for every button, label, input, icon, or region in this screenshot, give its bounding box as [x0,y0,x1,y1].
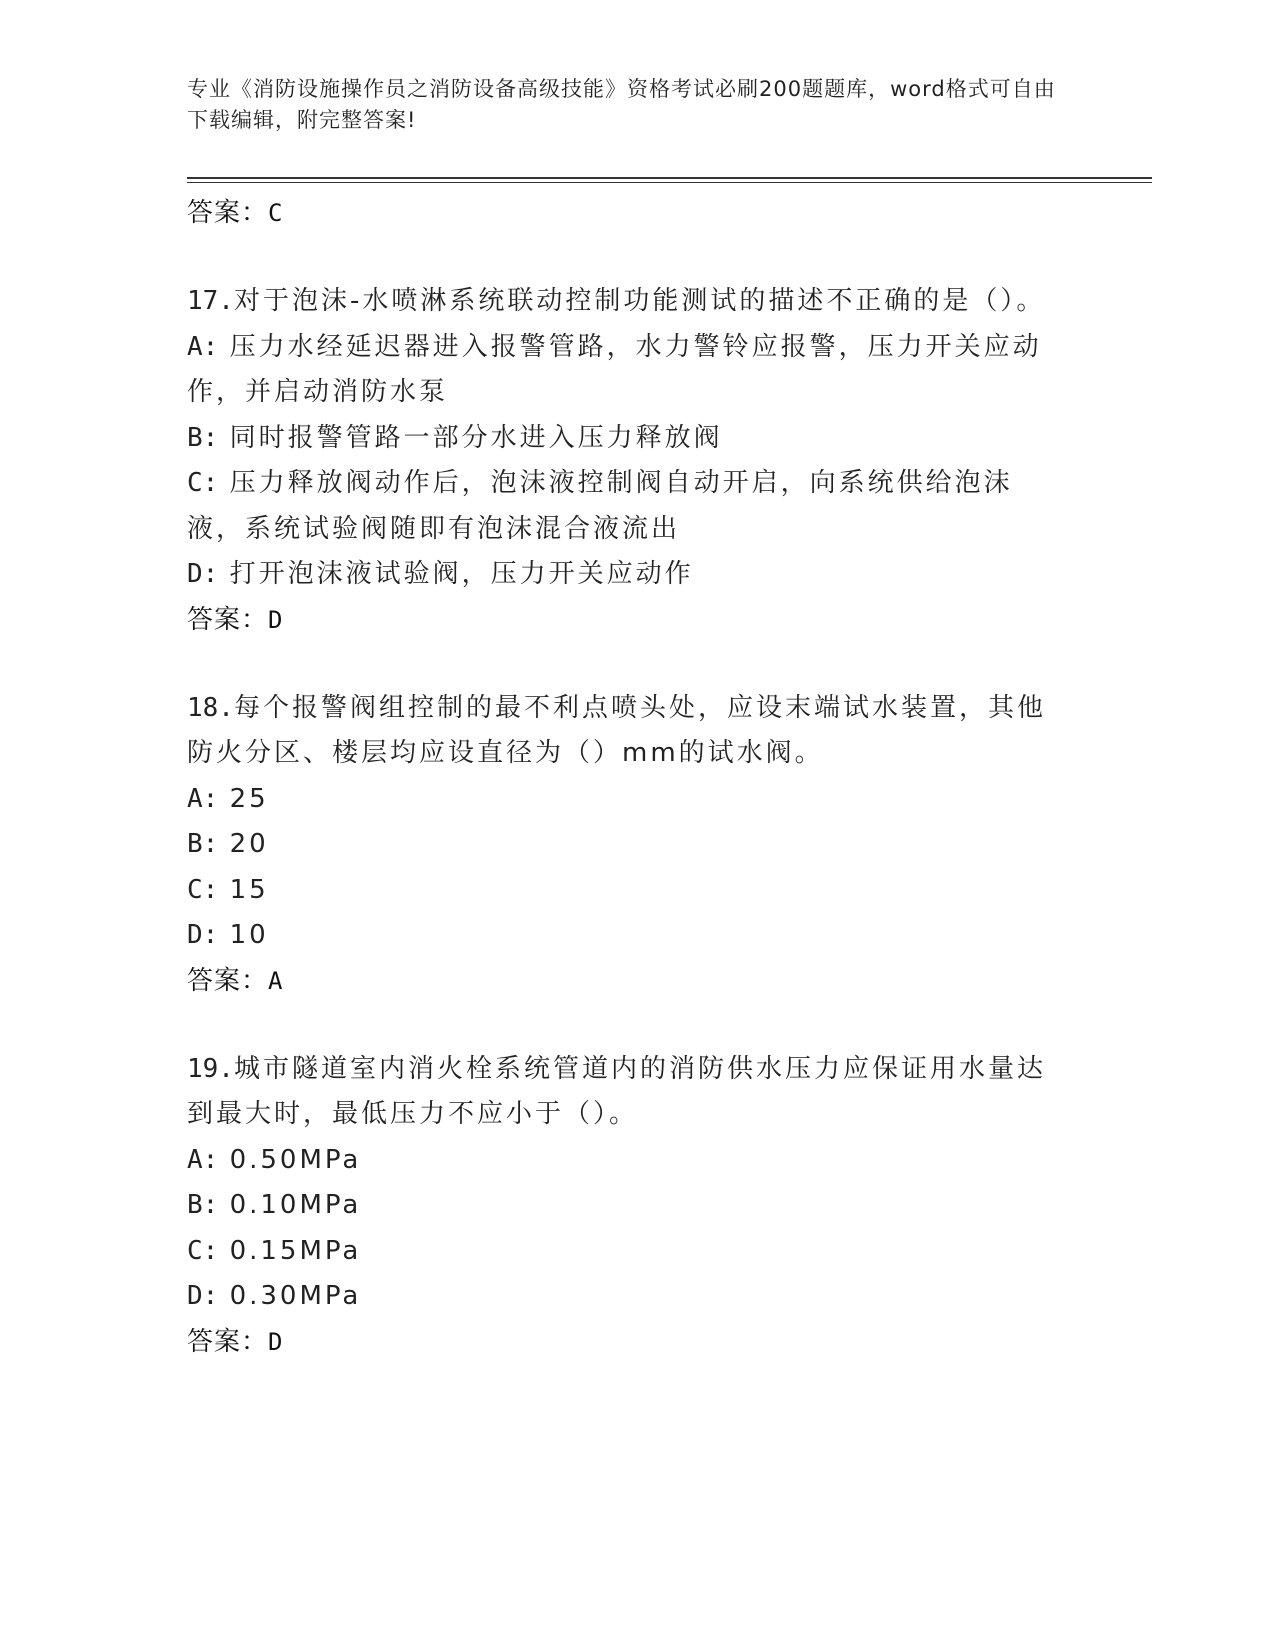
question-number: 19. [187,1053,234,1084]
option-a [187,1138,1067,1184]
option-text: 压力释放阀动作后，泡沫液控制阀自动开启，向系统供给泡沫液，系统试验阀随即有泡沫混合液流出 [187,468,1013,544]
answer-value: C [268,199,284,227]
option-text: 压力水经延迟器进入报警管路，水力警铃应报警，压力开关应动作，并启动消防水泵 [187,331,1042,407]
option-text: 0.30MPa [229,1281,362,1311]
option-key: D: [187,1281,219,1311]
answer-line [187,191,1067,235]
option-text: 同时报警管路一部分水进入压力释放阀 [229,422,723,453]
answer-label: 答案： [187,198,269,228]
option-text: 0.10MPa [229,1190,362,1220]
option-key: C: [187,468,219,498]
option-a [187,777,1067,823]
option-c [187,868,1067,914]
option-key: C: [187,1235,219,1266]
option-key: A: [187,331,219,362]
option-text: 打开泡沫液试验阀，压力开关应动作 [229,559,694,589]
question-item [187,279,1067,642]
answer-value: D [268,1327,284,1356]
answer-line [187,598,1067,642]
question-stem [187,686,1067,777]
option-key: D: [187,559,219,589]
option-a [187,325,1067,416]
answer-line [187,1320,1067,1364]
option-key: C: [187,874,219,905]
option-text: 0.50MPa [229,1144,362,1175]
question-stem [187,279,1067,325]
answer-line [187,959,1067,1003]
option-text: 15 [229,874,269,905]
question-text: 城市隧道室内消火栓系统管道内的消防供水压力应保证用水量达到最大时，最低压力不应小于（）。 [187,1053,1046,1129]
option-c [187,461,1067,552]
option-d [187,913,1067,959]
header-divider-thin [187,182,1152,183]
option-key: A: [187,1144,219,1175]
question-stem [187,1047,1067,1138]
option-text: 10 [229,920,269,950]
question-text: 对于泡沫-水喷淋系统联动控制功能测试的描述不正确的是（）。 [233,286,1046,316]
question-item [187,1047,1067,1364]
option-key: B: [187,829,219,859]
option-key: B: [187,1190,219,1220]
option-d [187,1274,1067,1320]
answer-label: 答案： [187,1326,269,1357]
option-c [187,1229,1067,1275]
question-item [187,686,1067,1003]
option-b [187,416,1067,462]
document-header: 专业《消防设施操作员之消防设备高级技能》资格考试必刷200题题库，word格式可自由下载编辑，附完整答案! [187,77,1056,132]
option-text: 20 [229,829,269,859]
question-list [187,191,1067,1364]
option-b [187,822,1067,868]
question-number: 17. [187,286,234,316]
question-number: 18. [187,692,234,723]
option-key: A: [187,783,219,814]
header-divider-thick [187,177,1152,179]
option-b [187,1183,1067,1229]
answer-value: D [268,605,284,634]
option-text: 25 [229,783,269,814]
option-key: D: [187,920,219,950]
answer-label: 答案： [187,965,269,996]
option-d [187,552,1067,598]
question-text: 每个报警阀组控制的最不利点喷头处，应设末端试水装置，其他防火分区、楼层均应设直径为（）mm的试水阀。 [187,692,1046,768]
answer-value: A [268,966,284,995]
option-key: B: [187,422,219,453]
answer-label: 答案： [187,604,269,635]
option-text: 0.15MPa [229,1235,362,1266]
